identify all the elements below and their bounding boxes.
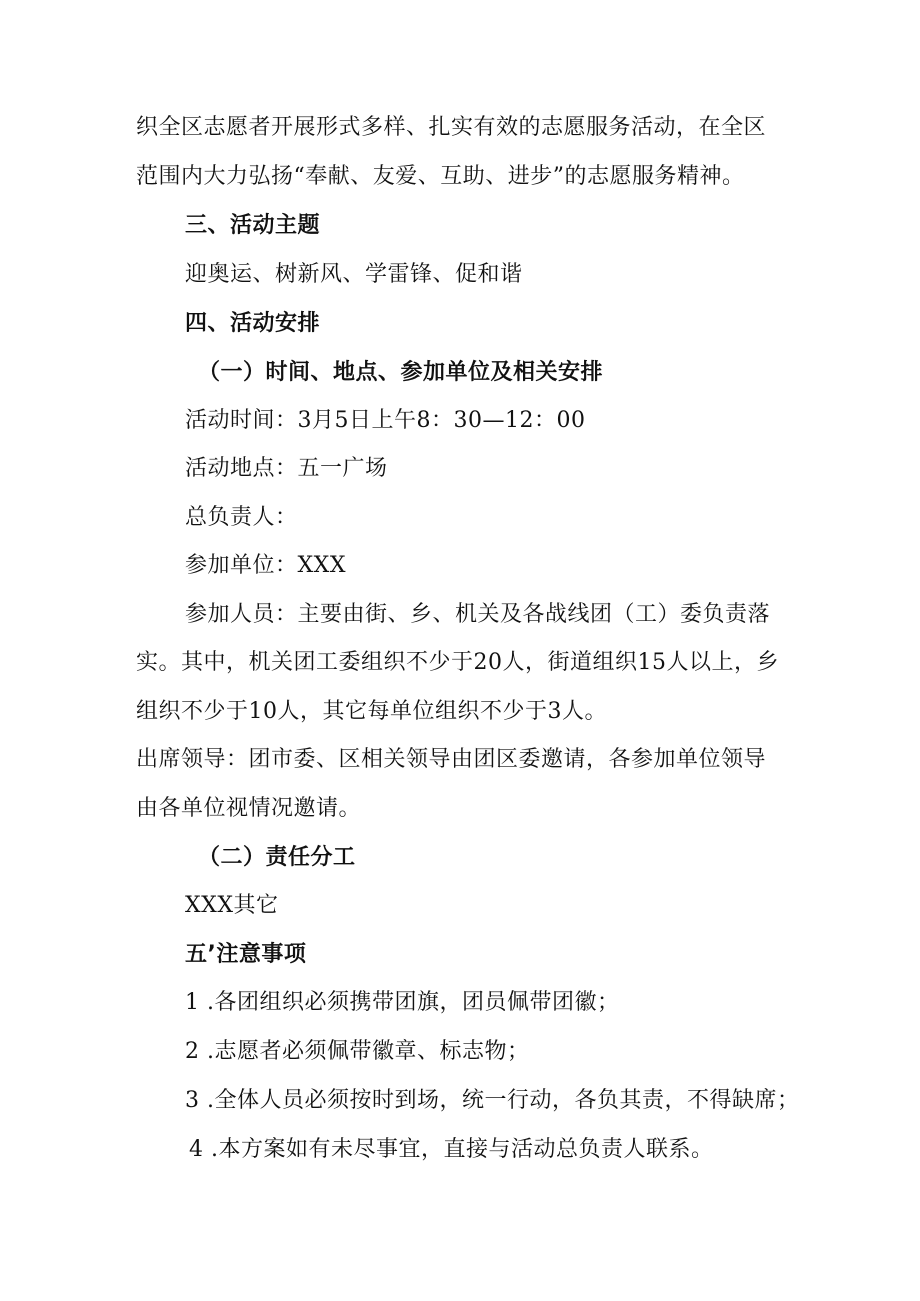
- activity-time: 活动时间：3月5日上午8：30—12：00: [185, 408, 586, 433]
- participants-line-2: 实。其中，机关团工委组织不少于20人，街道组织15人以上，乡: [136, 650, 779, 675]
- participating-units: 参加单位：XXX: [185, 553, 346, 578]
- activity-place: 活动地点：五一广场: [185, 456, 388, 481]
- section-5-heading: 五’注意事项: [185, 942, 307, 967]
- intro-line-2: 范围内大力弘扬“奉献、友爱、互助、进步”的志愿服务精神。: [136, 164, 745, 189]
- division-text: XXX其它: [185, 893, 279, 918]
- subsection-2-heading: （二）责任分工: [198, 845, 356, 870]
- chief-responsible: 总负责人：: [185, 505, 298, 530]
- participants-line-1: 参加人员：主要由街、乡、机关及各战线团（工）委负责落: [185, 602, 771, 627]
- note-item: 2 .志愿者必须佩带徽章、标志物；: [185, 1039, 530, 1064]
- note-item: 4 .本方案如有未尽事宜，直接与活动总负责人联系。: [189, 1137, 714, 1162]
- participants-line-3: 组织不少于10人，其它每单位组织不少于3人。: [136, 699, 607, 724]
- note-item: 3 .全体人员必须按时到场，统一行动，各负其责，不得缺席；: [185, 1088, 800, 1113]
- section-3-heading: 三、活动主题: [185, 213, 321, 238]
- subsection-1-heading: （一）时间、地点、参加单位及相关安排: [198, 360, 604, 385]
- section-4-heading: 四、活动安排: [185, 311, 321, 336]
- leaders-line-2: 由各单位视情况邀请。: [136, 796, 362, 821]
- intro-line-1: 织全区志愿者开展形式多样、扎实有效的志愿服务活动，在全区: [136, 115, 767, 140]
- leaders-line-1: 出席领导：团市委、区相关领导由团区委邀请，各参加单位领导: [136, 747, 767, 772]
- theme-text: 迎奥运、树新风、学雷锋、促和谐: [185, 262, 523, 287]
- note-item: 1 .各团组织必须携带团旗，团员佩带团徽；: [185, 990, 620, 1015]
